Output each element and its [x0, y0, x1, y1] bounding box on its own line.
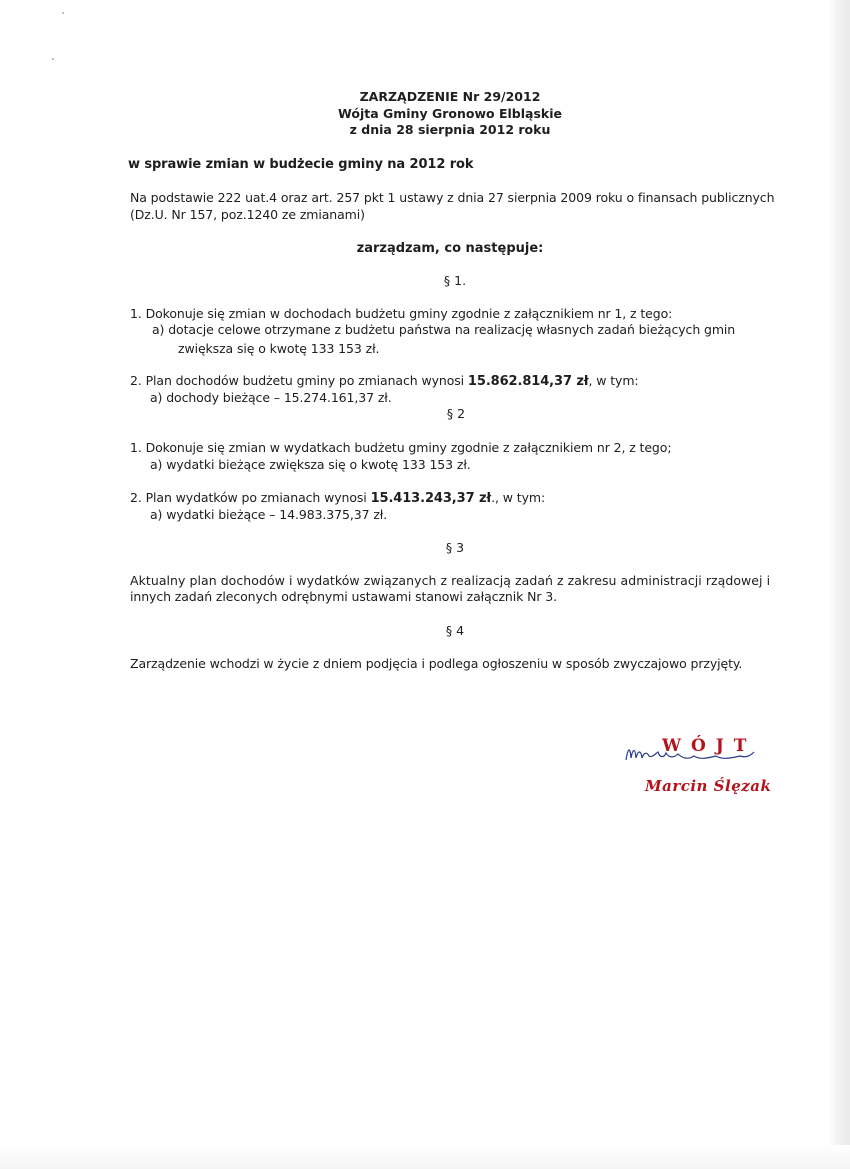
- section1-item1: 1. Dokonuje się zmian w dochodach budżetu gminy zgodnie z załącznikiem nr 1, z tego:: [130, 306, 673, 321]
- decree-statement: zarządzam, co następuje:: [356, 241, 544, 256]
- section1-item2-suffix: , w tym:: [588, 373, 639, 388]
- legal-basis-line1: Na podstawie 222 uat.4 oraz art. 257 pkt 1 ustawy z dnia 27 sierpnia 2009 roku o finansach publicznych: [130, 190, 775, 205]
- section1-heading: § 1.: [443, 273, 467, 288]
- section4-heading: § 4: [445, 623, 465, 638]
- scan-speck: [52, 58, 54, 60]
- section2-item1-sub-a: a) wydatki bieżące zwiększa się o kwotę 133 153 zł.: [150, 457, 471, 472]
- section3-heading: § 3: [445, 540, 465, 555]
- section3-line2: innych zadań zleconych odrębnymi ustawami stanowi załącznik Nr 3.: [130, 589, 557, 604]
- legal-basis-line2: (Dz.U. Nr 157, poz.1240 ze zmianami): [130, 207, 365, 222]
- scan-speck: [62, 12, 64, 14]
- section2-heading: § 2: [446, 406, 466, 421]
- section1-item1-sub-a-line2: zwiększa się o kwotę 133 153 zł.: [178, 341, 380, 356]
- section3-line1: Aktualny plan dochodów i wydatków związanych z realizacją zadań z zakresu administracji rządowej i: [130, 573, 771, 588]
- stamp-title: W Ó J T: [662, 736, 749, 756]
- document-date: z dnia 28 sierpnia 2012 roku: [349, 122, 551, 137]
- section4-text: Zarządzenie wchodzi w życie z dniem podjęcia i podlega ogłoszeniu w sposób zwyczajowo przyjęty.: [130, 656, 743, 671]
- section2-item2-sub-a: a) wydatki bieżące – 14.983.375,37 zł.: [150, 507, 388, 522]
- document-title: ZARZĄDZENIE Nr 29/2012: [359, 89, 541, 104]
- section2-item2-amount: 15.413.243,37 zł: [370, 491, 492, 506]
- section1-item2-sub-a: a) dochody bieżące – 15.274.161,37 zł.: [150, 390, 392, 405]
- section2-item2-text: 2. Plan wydatków po zmianach wynosi: [130, 490, 371, 505]
- section1-item2: [130, 373, 639, 390]
- section1-item2-text: 2. Plan dochodów budżetu gminy po zmianach wynosi: [130, 373, 468, 388]
- section1-item2-amount: 15.862.814,37 zł: [467, 374, 589, 389]
- section2-item2: [130, 490, 545, 507]
- section2-item2-suffix: ., w tym:: [491, 490, 546, 505]
- section2-item1: 1. Dokonuje się zmian w wydatkach budżetu gminy zgodnie z załącznikiem nr 2, z tego;: [130, 440, 672, 455]
- signatory-name: Marcin Ślęzak: [645, 777, 772, 795]
- scan-edge-shadow: [828, 0, 850, 1169]
- document-subject: w sprawie zmian w budżecie gminy na 2012 rok: [128, 157, 474, 172]
- document-issuer: Wójta Gminy Gronowo Elbląskie: [338, 106, 562, 121]
- section1-item1-sub-a-line1: a) dotacje celowe otrzymane z budżetu państwa na realizację własnych zadań bieżących gmin: [152, 322, 736, 337]
- scan-bottom-shadow: [0, 1145, 850, 1169]
